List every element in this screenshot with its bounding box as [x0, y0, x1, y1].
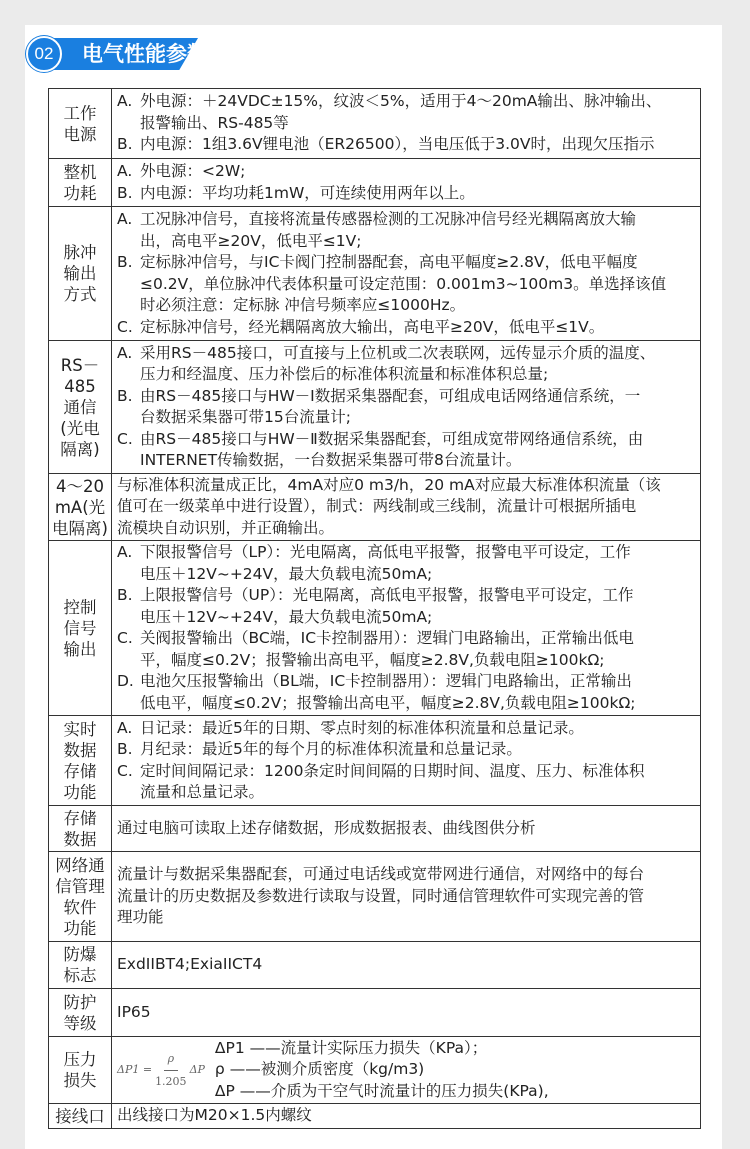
spec-item [117, 718, 696, 740]
item-marker: C. [117, 429, 133, 448]
item-marker: B. [117, 586, 133, 604]
spec-item [117, 343, 696, 386]
spec-item [117, 671, 696, 714]
spec-row [49, 716, 701, 806]
text-line: 台数据采集器可带15台流量计; [140, 408, 351, 426]
item-text [140, 209, 636, 252]
text-line: 流模块自动识别，并正确输出。 [117, 518, 335, 537]
text-line: 日记录：最近5年的日期、零点时刻的标准体积流量和总量记录。 [140, 718, 584, 737]
label-line: 接线口 [55, 1106, 105, 1126]
formula-fraction [155, 1048, 187, 1092]
text-line: IP65 [117, 1002, 151, 1021]
item-marker: B. [117, 183, 133, 202]
item-text [140, 671, 636, 714]
item-text [140, 317, 604, 339]
formula-rhs: ΔP [189, 1063, 205, 1077]
item-text [140, 183, 475, 205]
text-line: 出线接口为M20×1.5内螺纹 [117, 1106, 312, 1125]
section-header [26, 36, 256, 72]
item-text [140, 429, 643, 472]
spec-content [112, 541, 701, 716]
label-line: 功能 [63, 918, 97, 938]
spec-item [117, 739, 696, 761]
item-marker: B. [117, 135, 133, 154]
text-line: 出，高电平≥20V，低电平≤1V; [140, 231, 362, 250]
spec-row [49, 1104, 701, 1129]
label-line: RS－ [60, 355, 100, 375]
text-line: 理功能 [117, 908, 164, 927]
item-text [140, 542, 631, 585]
spec-label [49, 942, 112, 989]
text-line: 定时间间隔记录：1200条定时间间隔的日期时间、温度、压力、标准体积 [140, 761, 645, 780]
spec-item [117, 209, 696, 252]
formula-denominator: 1.205 [155, 1074, 187, 1088]
label-line: 压力 [63, 1050, 97, 1069]
item-marker: A. [117, 543, 133, 561]
spec-row [49, 852, 701, 942]
item-text [140, 739, 522, 761]
spec-item [117, 161, 696, 183]
item-marker: A. [117, 210, 133, 228]
spec-label [49, 474, 112, 541]
text-line: 定标脉冲信号，经光耦隔离放大输出，高电平≥20V，低电平≤1V。 [140, 317, 605, 336]
formula-numerator: ρ [164, 1048, 178, 1071]
text-line: ΔP1 ——流量计实际压力损失（KPa）； [214, 1038, 488, 1057]
label-line: 等级 [63, 1013, 97, 1033]
text-line: 上限报警信号（UP）：光电隔离，高低电平报警，报警电平可设定，工作 [140, 586, 634, 604]
plain-text [117, 818, 696, 840]
item-marker: A. [117, 162, 133, 180]
item-text [140, 761, 644, 804]
spec-label [49, 541, 112, 716]
text-line: ρ ——被测介质密度（kg/m3) [214, 1060, 425, 1079]
text-line: ExdIIBT4;ExiaIICT4 [117, 955, 263, 974]
label-line: 脉冲 [63, 243, 97, 262]
label-line: 输出 [63, 264, 97, 283]
text-line: 值可在一级菜单中进行设置），制式：两线制或三线制，流量计可根据所插电 [117, 497, 637, 516]
text-line: 流量计与数据采集器配套，可通过电话线或宽带网进行通信，对网络中的每台 [117, 865, 645, 884]
spec-label [49, 852, 112, 942]
spec-content [112, 942, 701, 989]
pressure-formula [117, 1048, 205, 1092]
text-line: 下限报警信号（LP）：光电隔离，高低电平报警，报警电平可设定，工作 [140, 543, 631, 561]
text-line: 电压＋12V~+24V，最大负载电流50mA; [140, 564, 433, 583]
spec-item [117, 134, 696, 156]
spec-content [112, 341, 701, 474]
spec-item [117, 585, 696, 628]
spec-row [49, 207, 701, 341]
item-marker: B. [117, 386, 133, 405]
text-line: INTERNET传输数据，一台数据采集器可带8台流量计。 [140, 451, 522, 469]
spec-content [112, 207, 701, 341]
plain-text [117, 1002, 696, 1024]
item-marker: D. [117, 672, 134, 690]
spec-row [49, 806, 701, 852]
spec-label [49, 989, 112, 1037]
item-marker: A. [117, 343, 133, 362]
spec-item [117, 183, 696, 205]
label-line: 网络通 [55, 855, 105, 875]
label-line: 存储 [63, 808, 97, 828]
item-text [140, 252, 666, 317]
item-marker: C. [117, 761, 133, 780]
text-line: 外电源：＋24VDC±15%，纹波＜5%，适用于4～20mA输出、脉冲输出、 [140, 92, 662, 111]
item-text [140, 91, 661, 134]
text-line: 低电平，幅度≤0.2V；报警输出高电平，幅度≥2.8V,负载电阻≥100kΩ; [140, 693, 636, 712]
text-line: 压力和经温度、压力补偿后的标准体积流量和标准体积总量; [140, 365, 549, 383]
spec-label [49, 806, 112, 852]
label-line: 输出 [63, 639, 97, 659]
label-line: 防爆 [63, 945, 97, 964]
label-line: 电源 [63, 124, 97, 144]
label-line: 485 [64, 376, 96, 396]
section-number-badge: 02 [26, 36, 62, 72]
text-line: 流量和总量记录。 [140, 783, 265, 801]
spec-item [117, 542, 696, 585]
label-line: 功能 [63, 782, 97, 802]
spec-table [48, 88, 701, 1129]
plain-text [117, 954, 696, 976]
text-line: 内电源：平均功耗1mW，可连续使用两年以上。 [140, 183, 475, 202]
label-line: 软件 [63, 897, 97, 917]
spec-content [112, 1104, 701, 1129]
text-line: 月纪录：最近5年的每个月的标准体积流量和总量记录。 [140, 740, 522, 758]
item-marker: C. [117, 629, 133, 647]
spec-content [112, 159, 701, 207]
spec-label [49, 89, 112, 159]
spec-item [117, 317, 696, 339]
spec-content [112, 1037, 701, 1104]
spec-row [49, 341, 701, 474]
spec-row [49, 89, 701, 159]
spec-row [49, 541, 701, 716]
text-line: 与标准体积流量成正比，4mA对应0 m3/h，20 mA对应最大标准体积流量（该 [117, 475, 661, 494]
text-line: 定标脉冲信号，与IC卡阀门控制器配套，高电平幅度≥2.8V，低电平幅度 [140, 253, 638, 271]
text-line: 外电源：<2W; [140, 162, 246, 180]
text-line: 工况脉冲信号，直接将流量传感器检测的工况脉冲信号经光耦隔离放大输 [140, 210, 637, 228]
label-line: mA(光 [54, 497, 106, 517]
section-title: 电气性能参数 [82, 42, 208, 66]
text-line: 平，幅度≤0.2V；报警输出高电平，幅度≥2.8V,负载电阻≥100kΩ; [140, 650, 605, 669]
spec-item [117, 386, 696, 429]
label-line: (光电 [60, 418, 100, 438]
plain-text [117, 864, 696, 929]
item-text [140, 718, 584, 740]
spec-row [49, 942, 701, 989]
item-marker: C. [117, 317, 133, 336]
text-line: 由RS－485接口与HW－Ⅰ数据采集器配套，可组成电话网络通信系统，一 [140, 386, 641, 405]
label-line: 防护 [63, 992, 97, 1012]
label-line: 标志 [63, 966, 97, 985]
spec-content [112, 89, 701, 159]
text-line: 采用RS－485接口，可直接与上位机或二次表联网，远传显示介质的温度、 [140, 343, 656, 362]
text-line: 电压＋12V~+24V，最大负载电流50mA; [140, 607, 433, 626]
label-line: 方式 [63, 285, 97, 304]
pressure-loss [117, 1038, 696, 1103]
text-line: 由RS－485接口与HW－Ⅱ数据采集器配套，可组成宽带网络通信系统，由 [140, 429, 644, 448]
item-marker: A. [117, 92, 133, 111]
spec-label [49, 341, 112, 474]
label-line: 存储 [63, 761, 97, 781]
label-line: 隔离) [60, 439, 100, 459]
text-line: ΔP ——介质为干空气时流量计的压力损失(KPa), [214, 1081, 549, 1100]
text-line: 时必须注意：定标脉 冲信号频率应≤1000Hz。 [140, 296, 466, 314]
spec-label [49, 159, 112, 207]
label-line: 数据 [63, 829, 97, 849]
label-line: 控制 [63, 597, 97, 617]
item-marker: B. [117, 253, 133, 271]
label-line: 实时 [63, 719, 97, 739]
spec-content [112, 852, 701, 942]
item-text [140, 134, 655, 156]
label-line: 通信 [63, 397, 97, 417]
item-text [140, 628, 634, 671]
text-line: 关阀报警输出（BC端，IC卡控制器用）：逻辑门电路输出，正常输出低电 [140, 629, 634, 647]
label-line: 工作 [63, 103, 97, 123]
text-line: 通过电脑可读取上述存储数据，形成数据报表、曲线图供分析 [117, 818, 536, 837]
label-line: 功耗 [63, 183, 97, 203]
formula-lhs: ΔP1 = [117, 1063, 153, 1077]
item-text [140, 343, 655, 386]
spec-item [117, 628, 696, 671]
spec-content [112, 806, 701, 852]
plain-text [117, 475, 696, 540]
item-text [140, 386, 640, 429]
spec-label [49, 1104, 112, 1129]
label-line: 信管理 [55, 876, 105, 896]
label-line: 信号 [63, 618, 97, 638]
item-text [140, 161, 245, 183]
spec-row [49, 989, 701, 1037]
spec-row [49, 159, 701, 207]
text-line: 流量计的历史数据及参数进行读取与设置，同时通信管理软件可实现完善的管 [117, 886, 645, 905]
item-marker: A. [117, 718, 133, 737]
label-line: 损失 [63, 1071, 97, 1090]
item-text [140, 585, 633, 628]
text-line: 电池欠压报警输出（BL端，IC卡控制器用）：逻辑门电路输出，正常输出 [140, 672, 632, 690]
label-line: 整机 [63, 162, 97, 182]
text-line: 报警输出、RS-485等 [140, 113, 289, 132]
item-marker: B. [117, 740, 133, 758]
plain-text [215, 1038, 549, 1103]
spec-item [117, 252, 696, 317]
spec-item [117, 91, 696, 134]
plain-text [117, 1105, 696, 1127]
label-line: 4～20 [56, 476, 104, 496]
spec-label [49, 716, 112, 806]
spec-row [49, 474, 701, 541]
label-line: 电隔离) [52, 518, 108, 538]
spec-label [49, 1037, 112, 1104]
label-line: 数据 [63, 740, 97, 760]
spec-content [112, 716, 701, 806]
spec-label [49, 207, 112, 341]
text-line: 内电源：1组3.6V锂电池（ER26500），当电压低于3.0V时，出现欠压指示 [140, 135, 655, 154]
spec-content [112, 474, 701, 541]
spec-item [117, 761, 696, 804]
spec-item [117, 429, 696, 472]
spec-row [49, 1037, 701, 1104]
text-line: ≤0.2V，单位脉冲代表体积量可设定范围：0.001m3~100m3。单选择该值 [140, 274, 667, 293]
spec-content [112, 989, 701, 1037]
